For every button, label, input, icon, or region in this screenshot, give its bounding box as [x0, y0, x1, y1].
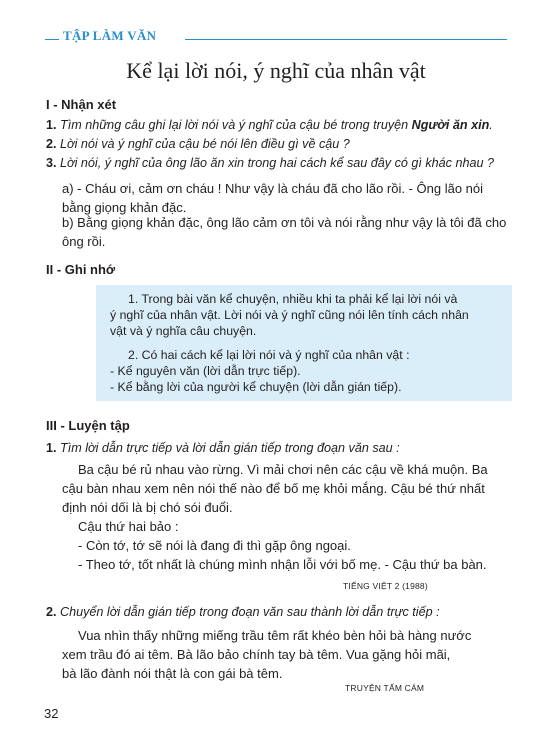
lesson-title: Kể lại lời nói, ý nghĩ của nhân vật: [126, 58, 426, 83]
memory-p2-a: - Kể nguyên văn (lời dẫn trực tiếp).: [110, 364, 301, 378]
question-1-end: .: [489, 118, 493, 132]
section-1-heading: I - Nhận xét: [46, 97, 117, 112]
source-1: TIẾNG VIỆT 2 (1988): [343, 581, 428, 591]
page-number: 32: [44, 706, 59, 721]
passage-2-line-1: Vua nhìn thấy những miếng trầu têm rất khéo bèn hỏi bà hàng nước: [78, 628, 472, 643]
question-1-number: 1.: [46, 118, 57, 132]
memory-p2: 2. Có hai cách kể lại lời nói và ý nghĩ của nhân vật :: [128, 348, 410, 362]
question-2-number: 2.: [46, 137, 57, 151]
question-3-text: Lời nói, ý nghĩ của ông lão ăn xin trong hai cách kể sau đây có gì khác nhau ?: [60, 156, 495, 170]
passage-1-line-6: - Theo tớ, tốt nhất là chúng mình nhận lỗi với bố mẹ. - Cậu thứ ba bàn.: [78, 557, 487, 572]
example-b: b) Bằng giọng khản đặc, ông lão cảm ơn tôi và nói rằng như vậy là tôi đã cho ông rồi.: [62, 215, 507, 249]
exercise-2: [46, 605, 440, 619]
exercise-1-number: 1.: [46, 441, 57, 455]
source-2: TRUYỆN TẤM CÁM: [345, 683, 425, 693]
passage-1-line-1: Ba cậu bé rủ nhau vào rừng. Vì mải chơi nên các cậu về khá muộn. Ba: [78, 462, 488, 477]
question-2-text: Lời nói và ý nghĩ của cậu bé nói lên điều gì về cậu ?: [60, 137, 350, 151]
passage-1-line-3: định nói dối là bị chó sói đuổi.: [62, 500, 233, 515]
passage-2-line-2: xem trầu đó ai têm. Bà lão bảo chính tay bà têm. Vua gặng hỏi mãi,: [62, 647, 451, 662]
memory-p2-b: - Kể bằng lời của người kể chuyện (lời dẫn gián tiếp).: [110, 380, 402, 394]
example-a: a) - Cháu ơi, cảm ơn cháu ! Như vậy là cháu đã cho lão rồi. - Ông lão nói bằng giọng khản đặc.: [62, 181, 484, 215]
exercise-2-text: Chuyển lời dẫn gián tiếp trong đoạn văn sau thành lời dẫn trực tiếp :: [60, 605, 440, 619]
question-3: [46, 156, 494, 170]
passage-1-line-4: Cậu thứ hai bảo :: [78, 519, 179, 534]
chapter-header: [45, 28, 507, 44]
exercise-1-text: Tìm lời dẫn trực tiếp và lời dẫn gián tiếp trong đoạn văn sau :: [60, 441, 400, 455]
question-1-text: Tìm những câu ghi lại lời nói và ý nghĩ của cậu bé trong truyện: [60, 118, 412, 132]
question-1: [46, 118, 493, 132]
section-2-heading: II - Ghi nhớ: [46, 262, 116, 277]
question-3-number: 3.: [46, 156, 57, 170]
passage-1-line-2: cậu bàn nhau xem nên nói thế nào để bố mẹ khỏi mắng. Cậu bé thứ nhất: [62, 481, 485, 496]
question-2: [46, 137, 350, 151]
header-rule-left: [45, 39, 59, 40]
section-3-heading: III - Luyện tập: [46, 418, 130, 433]
story-title: Người ăn xin: [411, 118, 490, 132]
passage-2-line-3: bà lão đành nói thật là con gái bà têm.: [62, 666, 283, 681]
exercise-2-number: 2.: [46, 605, 57, 619]
passage-1-line-5: - Còn tớ, tớ sẽ nói là đang đi thì gặp ông ngoại.: [78, 538, 351, 553]
memory-p1-line2: ý nghĩ của nhân vật. Lời nói và ý nghĩ cũng nói lên tính cách nhân: [110, 308, 469, 322]
chapter-label: TẬP LÀM VĂN: [63, 28, 157, 43]
header-rule-right: [185, 39, 507, 40]
memory-p1-line1: 1. Trong bài văn kể chuyện, nhiều khi ta phải kể lại lời nói và: [128, 292, 458, 306]
memory-p1-line3: vật và ý nghĩa câu chuyện.: [110, 324, 257, 338]
exercise-1: [46, 441, 400, 455]
